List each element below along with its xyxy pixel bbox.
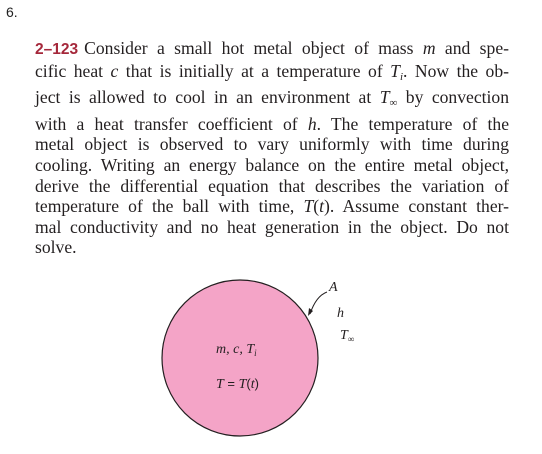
figure-drawing <box>150 270 410 454</box>
properties-label: m, c, $T_i$ <box>216 342 257 358</box>
problem-line-1: 2–123 Consider a small hot metal object of mass m and spe- <box>35 38 509 58</box>
problem-line-8: temperature of the ball with time, T(t). Assume constant ther- <box>35 196 509 217</box>
problem-line-9: mal conductivity and no heat generation in the object. Do not <box>35 216 509 237</box>
ambient-temperature-label: $T_\infty$ <box>340 328 355 344</box>
problem-line-5: metal object is observed to vary uniformly with time during <box>35 134 509 155</box>
problem-line-7: derive the differential equation that describes the variation of <box>35 175 509 196</box>
problem-line-10: solve. <box>35 237 77 258</box>
metal-sphere <box>162 280 318 436</box>
temperature-function-label: T = T(t) <box>216 376 259 392</box>
problem-line-4: with a heat transfer coefficient of h. The temperature of the <box>35 113 510 134</box>
heat-transfer-coeff-label: h <box>337 306 344 321</box>
problem-line-2: cific heat c that is initially at a temperature of $T_i$. Now the ob- <box>35 60 509 83</box>
problem-line-6: cooling. Writing an energy balance on the entire metal object, <box>35 154 509 175</box>
area-label: A <box>329 280 338 295</box>
problem-line-3: ject is allowed to cool in an environment at $T_\infty$ by convection <box>35 87 510 110</box>
question-number: 6. <box>6 4 18 20</box>
problem-id: 2–123 <box>35 41 79 58</box>
problem-text <box>35 38 509 258</box>
figure-metal-object <box>150 270 410 454</box>
